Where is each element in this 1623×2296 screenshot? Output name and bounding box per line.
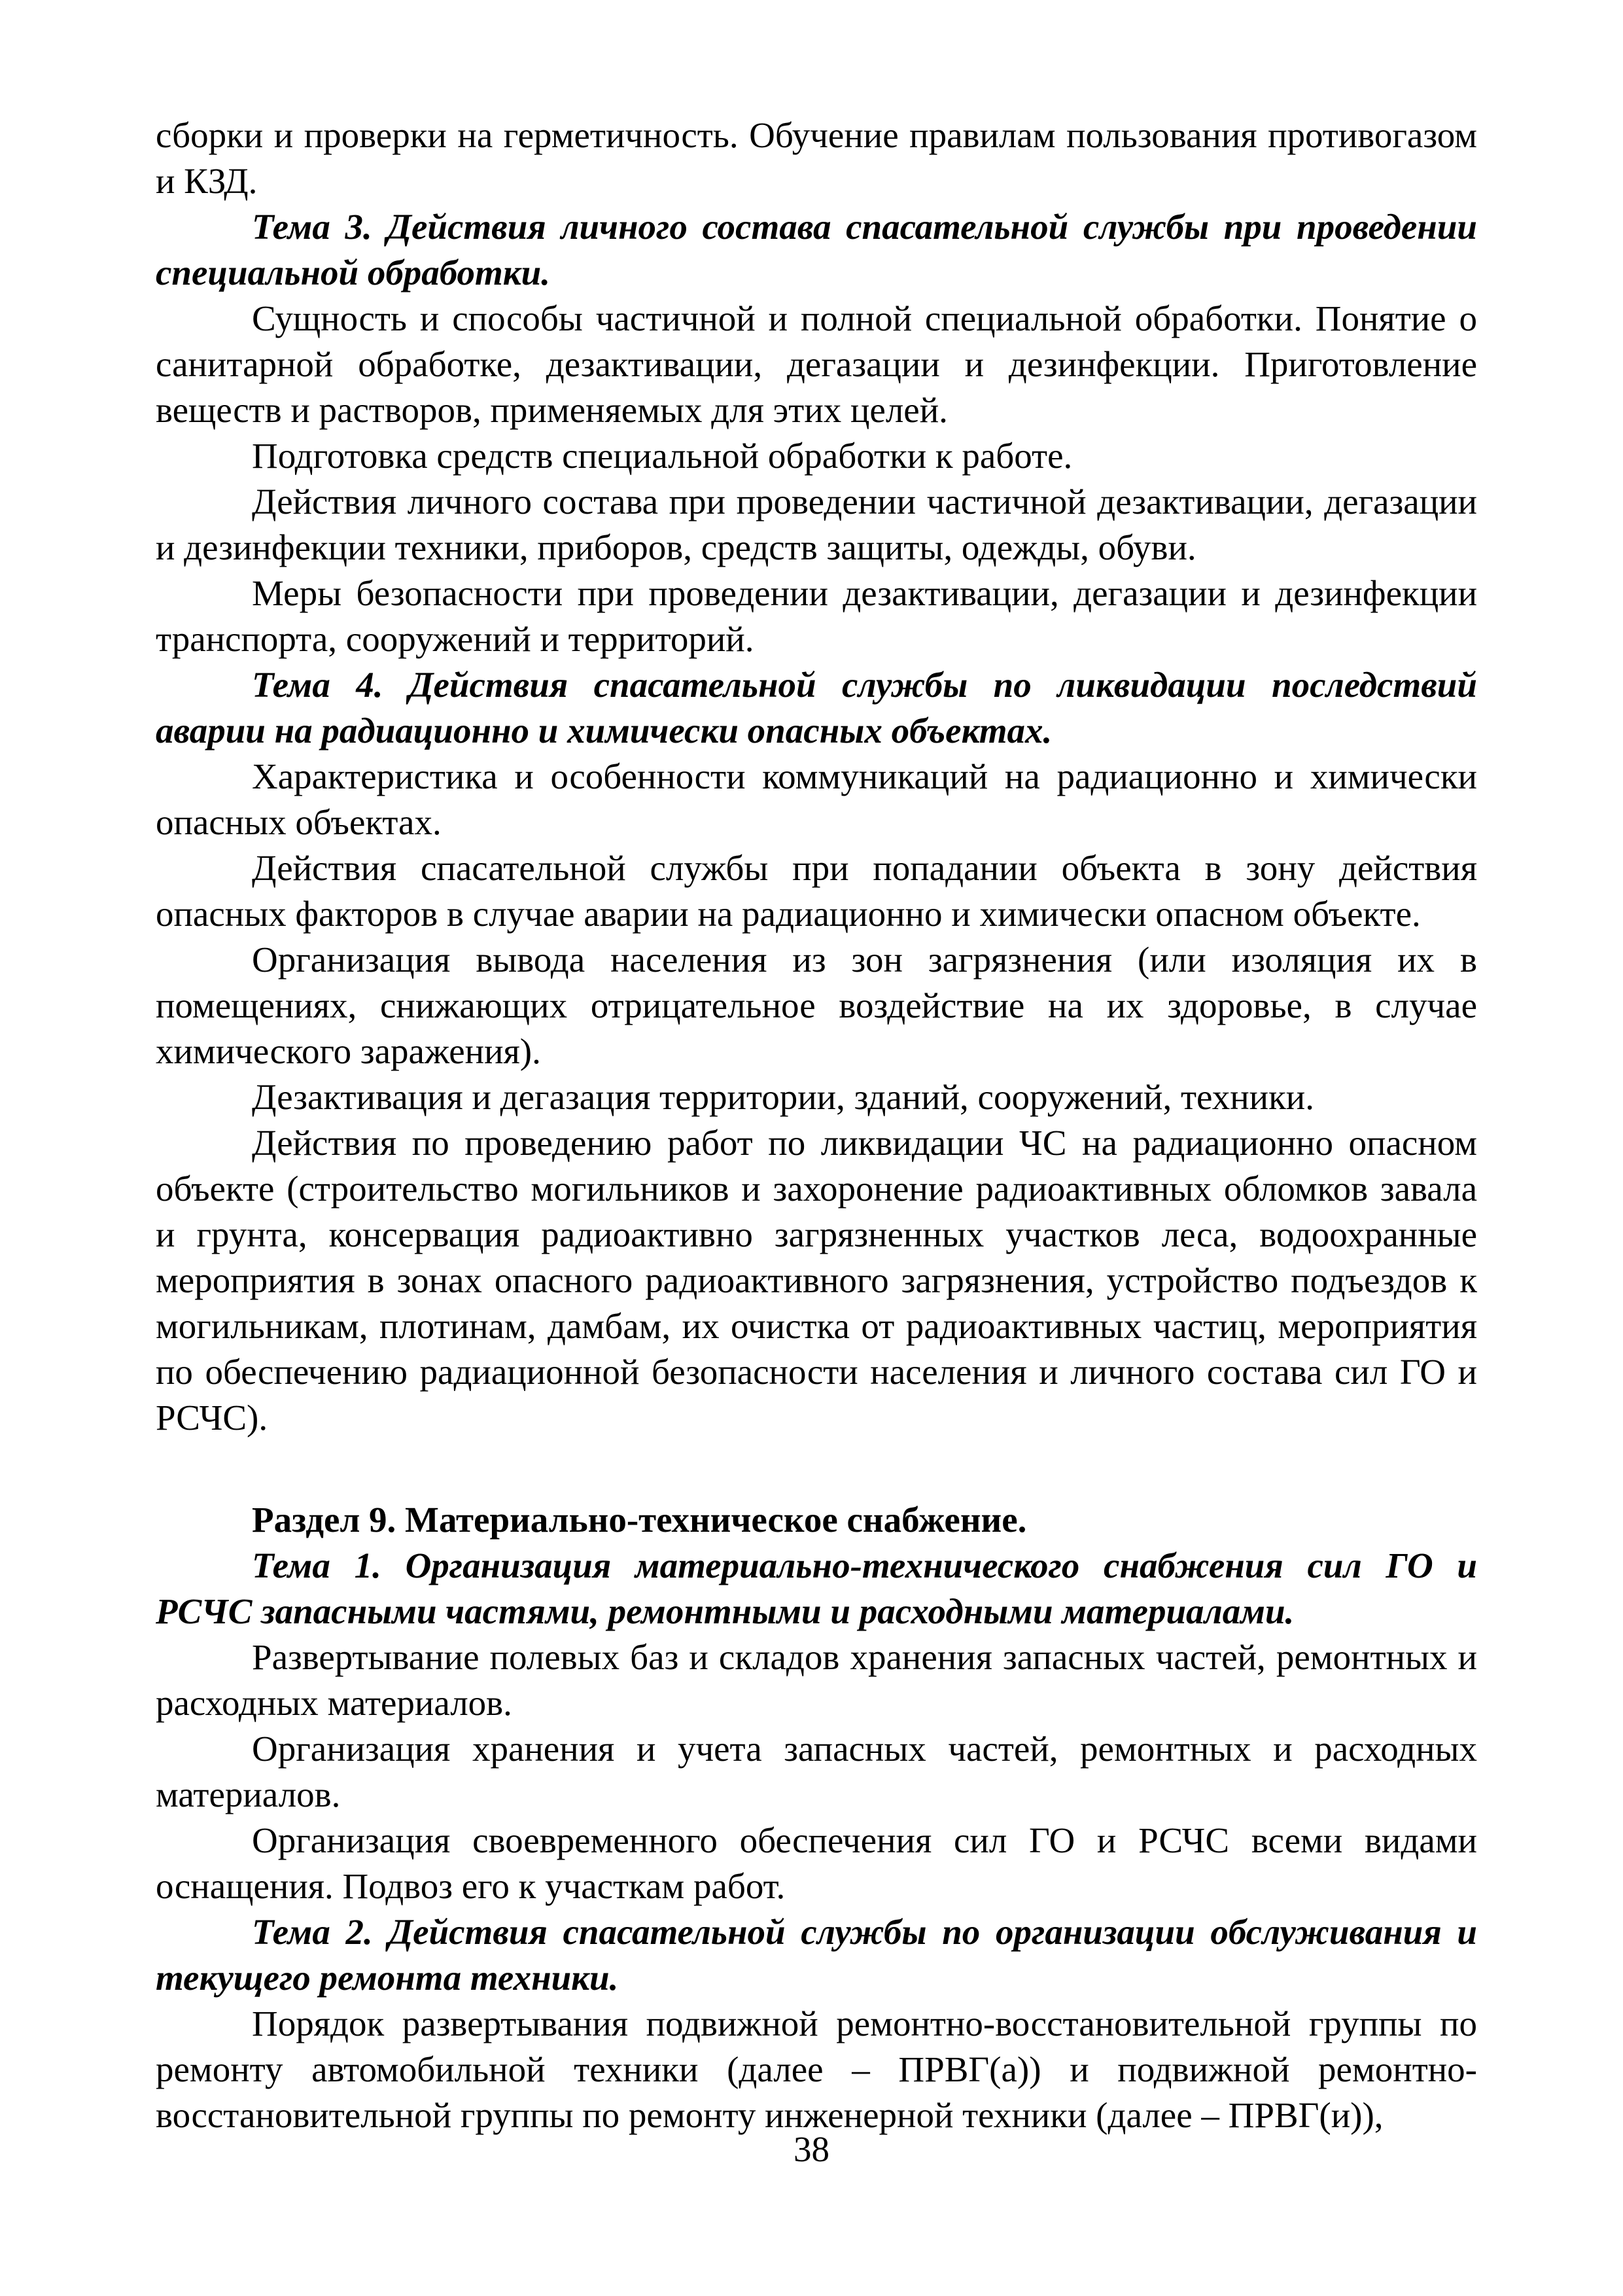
- paragraph: Действия спасательной службы при попадании объекта в зону действия опасных факторов в случае аварии на радиационно и химически опасном объекте.: [156, 848, 1477, 934]
- theme-heading-1: Тема 1. Организация материально-технического снабжения сил ГО и РСЧС запасными частями, ремонтными и расходными материалами.: [156, 1545, 1477, 1631]
- paragraph: сборки и проверки на герметичность. Обучение правилам пользования противогазом и КЗД.: [156, 115, 1477, 201]
- theme-heading-2: Тема 2. Действия спасательной службы по организации обслуживания и текущего ремонта техники.: [156, 1912, 1477, 1998]
- paragraph: Действия личного состава при проведении частичной дезактивации, дегазации и дезинфекции техники, приборов, средств защиты, одежды, обуви.: [156, 482, 1477, 567]
- document-page: [156, 113, 1477, 2138]
- paragraph: Организация вывода населения из зон загрязнения (или изоляция их в помещениях, снижающих отрицательное воздействие на их здоровье, в случае химического заражения).: [156, 940, 1477, 1071]
- theme-heading-4: Тема 4. Действия спасательной службы по ликвидации последствий аварии на радиационно и химически опасных объектах.: [156, 665, 1477, 751]
- paragraph: Сущность и способы частичной и полной специальной обработки. Понятие о санитарной обработке, дезактивации, дегазации и дезинфекции. Приготовление веществ и растворов, применяемых для этих целей.: [156, 298, 1477, 430]
- paragraph: Характеристика и особенности коммуникаций на радиационно и химически опасных объектах.: [156, 756, 1477, 842]
- paragraph: Организация хранения и учета запасных частей, ремонтных и расходных материалов.: [156, 1729, 1477, 1814]
- paragraph: Порядок развертывания подвижной ремонтно-восстановительной группы по ремонту автомобильной техники (далее – ПРВГ(а)) и подвижной ремонтно-восстановительной группы по ремонту инженерной техники (далее – ПРВГ(и)),: [156, 2004, 1477, 2135]
- paragraph: Подготовка средств специальной обработки к работе.: [252, 436, 1073, 476]
- page-number: 38: [794, 2129, 829, 2169]
- paragraph: Меры безопасности при проведении дезактивации, дегазации и дезинфекции транспорта, сооружений и территорий.: [156, 573, 1477, 659]
- paragraph: Организация своевременного обеспечения сил ГО и РСЧС всеми видами оснащения. Подвоз его к участкам работ.: [156, 1820, 1477, 1906]
- paragraph: Развертывание полевых баз и складов хранения запасных частей, ремонтных и расходных материалов.: [156, 1637, 1477, 1723]
- paragraph: Дезактивация и дегазация территории, зданий, сооружений, техники.: [252, 1077, 1314, 1117]
- section-heading-9: Раздел 9. Материально-техническое снабжение.: [252, 1500, 1027, 1540]
- paragraph: Действия по проведению работ по ликвидации ЧС на радиационно опасном объекте (строительство могильников и захоронение радиоактивных обломков завала и грунта, консервация радиоактивно загрязненных участков леса, водоохранные мероприятия в зонах опасного радиоактивного загрязнения, устройство подъездов к могильникам, плотинам, дамбам, их очистка от радиоактивных частиц, мероприятия по обеспечению радиационной безопасности населения и личного состава сил ГО и РСЧС).: [156, 1123, 1477, 1438]
- theme-heading-3: Тема 3. Действия личного состава спасательной службы при проведении специальной обработки.: [156, 207, 1477, 292]
